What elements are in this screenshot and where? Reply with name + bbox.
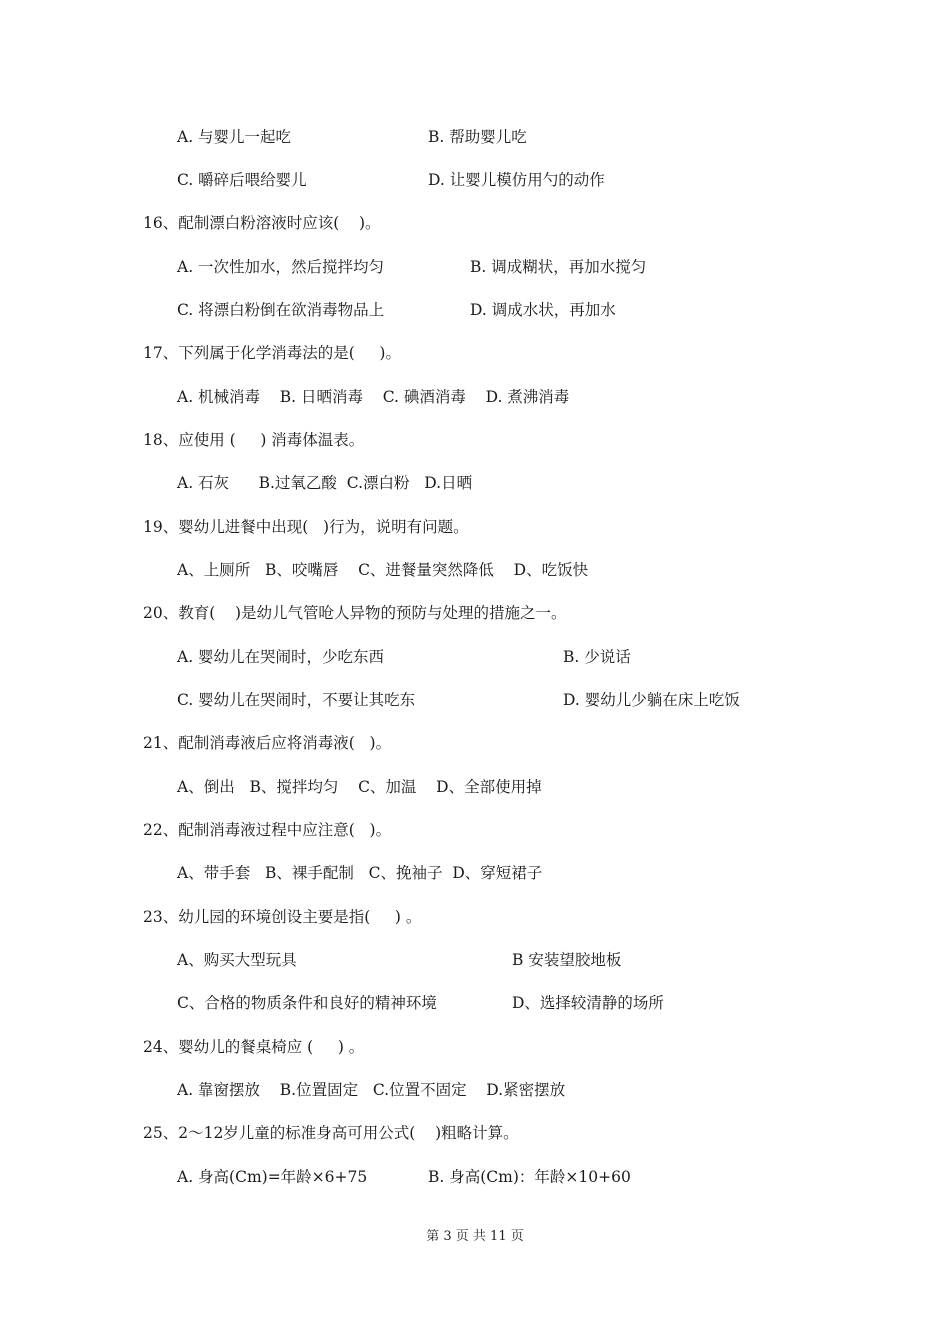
question-text: 25、2～12岁儿童的标准身高可用公式( )粗略计算。 xyxy=(143,1124,519,1142)
option-text: A. 与婴儿一起吃 xyxy=(177,128,292,146)
question-text: 20、教育( )是幼儿气管呛人异物的预防与处理的措施之一。 xyxy=(143,604,567,622)
option-text: B. 少说话 xyxy=(563,648,631,666)
option-text: A. 身高(Cm)=年龄×6+75 xyxy=(177,1168,368,1186)
option-text: A、带手套 B、裸手配制 C、挽袖子 D、穿短裙子 xyxy=(177,864,543,882)
option-text: D. 让婴儿模仿用勺的动作 xyxy=(428,171,605,189)
option-text: D. 调成水状，再加水 xyxy=(470,301,616,319)
option-text: A. 石灰 B.过氧乙酸 C.漂白粉 D.日晒 xyxy=(177,474,473,492)
option-text: C. 将漂白粉倒在欲消毒物品上 xyxy=(177,301,385,319)
question-text: 21、配制消毒液后应将消毒液( )。 xyxy=(143,734,392,752)
question-text: 16、配制漂白粉溶液时应该( )。 xyxy=(143,214,381,232)
question-text: 17、下列属于化学消毒法的是( )。 xyxy=(143,344,401,362)
option-text: B. 帮助婴儿吃 xyxy=(428,128,527,146)
option-text: C、合格的物质条件和良好的精神环境 xyxy=(177,994,437,1012)
option-text: A、上厕所 B、咬嘴唇 C、进餐量突然降低 D、吃饭快 xyxy=(177,561,589,579)
option-text: A、购买大型玩具 xyxy=(177,951,297,969)
option-text: C. 嚼碎后喂给婴儿 xyxy=(177,171,307,189)
question-text: 24、婴幼儿的餐桌椅应 ( ) 。 xyxy=(143,1038,365,1056)
option-text: C. 婴幼儿在哭闹时，不要让其吃东 xyxy=(177,691,416,709)
option-text: A. 靠窗摆放 B.位置固定 C.位置不固定 D.紧密摆放 xyxy=(177,1081,566,1099)
option-text: D. 婴幼儿少躺在床上吃饭 xyxy=(563,691,740,709)
option-text: B 安装望胶地板 xyxy=(512,951,622,969)
option-text: A、倒出 B、搅拌均匀 C、加温 D、全部使用掉 xyxy=(177,778,542,796)
option-text: A. 机械消毒 B. 日晒消毒 C. 碘酒消毒 D. 煮沸消毒 xyxy=(177,388,570,406)
question-text: 19、婴幼儿进餐中出现( )行为，说明有问题。 xyxy=(143,518,469,536)
question-text: 18、应使用 ( ) 消毒体温表。 xyxy=(143,431,365,449)
option-text: A. 一次性加水，然后搅拌均匀 xyxy=(177,258,385,276)
option-text: B. 身高(Cm)：年龄×10+60 xyxy=(428,1168,631,1186)
question-text: 23、幼儿园的环境创设主要是指( ) 。 xyxy=(143,908,422,926)
question-text: 22、配制消毒液过程中应注意( )。 xyxy=(143,821,392,839)
option-text: B. 调成糊状，再加水搅匀 xyxy=(470,258,647,276)
option-text: D、选择较清静的场所 xyxy=(512,994,664,1012)
option-text: A. 婴幼儿在哭闹时，少吃东西 xyxy=(177,648,385,666)
page-footer: 第 3 页 共 11 页 xyxy=(426,1229,524,1244)
